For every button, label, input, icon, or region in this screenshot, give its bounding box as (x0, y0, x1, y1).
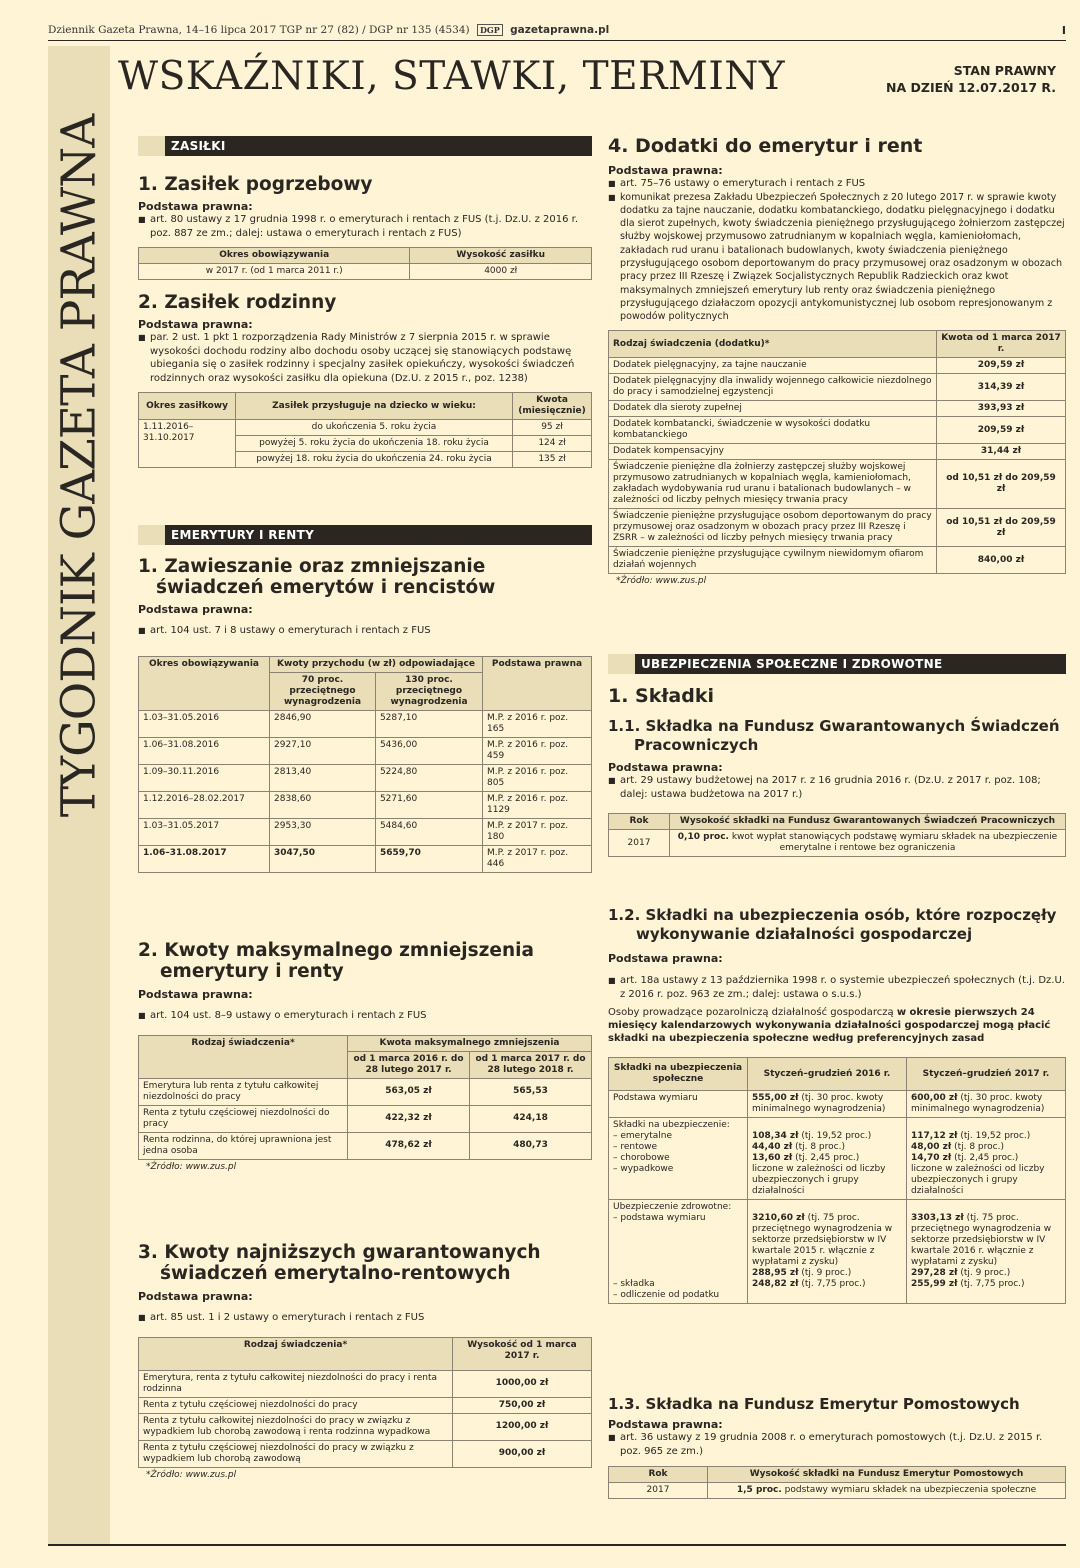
income-thresholds-table: Okres obowiązywania Kwoty przychodu (w zł) odpowiadające Podstawa prawna 70 proc. przeciętnego wynagrodzenia 130 proc. przeciętnego wynagrodzenia 1.03–31.05.2016 2846,90 5287,10 M.P. z 2016 r. poz. 165 1.06–31.08.2016 2927,10 5436,00 M.P. z 2016 r. poz. 459 1.09–30.11.2016 2813,40 5224,80 M.P. z 2016 r. poz. 805 1.12.2016–28.02.2017 2838,60 5271,60 M.P. z 2016 r. poz. 1129 1.03–31.05.2017 2953,30 5484,60 M.P. z 2017 r. poz. 180 1.06–31.08.2017 3047,50 5659,70 M.P. z 2017 r. poz. 446 (138, 656, 592, 873)
fep-table: Rok Wysokość składki na Fundusz Emerytur Pomostowych 2017 1,5 proc. podstawy wymiaru składek na ubezpieczenia społeczne (608, 1466, 1066, 1499)
heading: 4. Dodatki do emerytur i rent (608, 135, 923, 157)
supplements-table: Rodzaj świadczenia (dodatku)* Kwota od 1 marca 2017 r. Dodatek pielęgnacyjny, za tajne nauczanie 209,59 zł Dodatek pielęgnacyjny dla inwalidy wojennego całkowicie niezdolnego do pracy i samodzielnej egzystencji 314,39 zł Dodatek dla sieroty zupełnej 393,93 zł Dodatek kombatancki, świadczenie w wysokości dodatku kombatanckiego 209,59 zł Dodatek kompensacyjny 31,44 zł Świadczenie pieniężne dla żołnierzy zastępczej służby wojskowej przymusowo zatrudnianych w kopalniach węgla, kamieniołomach, zakładach wydobywania rud uranu i batalionach budowlanych – w zależności od liczby pełnych miesięcy trwania pracy od 10,51 zł do 209,59 zł Świadczenie pieniężne przysługujące osobom deportowanym do pracy przymusowej oraz osadzonym w obozach pracy przez III Rzeszę i ZSRR – w zależności od liczby pełnych miesięcy trwania pracy od 10,51 zł do 209,59 zł Świadczenie pieniężne przysługujące cywilnym niewidomym ofiarom działań wojennych 840,00 zł (608, 330, 1066, 574)
issue-info: Dziennik Gazeta Prawna, 14–16 lipca 2017 TGP nr 27 (82) / DGP nr 135 (4534) DGP gazetaprawna.pl (48, 24, 610, 36)
section-zasilki (138, 136, 592, 468)
fgsp-table: Rok Wysokość składki na Fundusz Gwarantowanych Świadczeń Pracowniczych 2017 0,10 proc. kwot wypłat stanowiących podstawę wymiaru składek na ubezpieczenie emerytalne i rentowe bez ograniczenia (608, 813, 1066, 857)
legal-basis: ■ par. 2 ust. 1 pkt 1 rozporządzenia Rady Ministrów z 7 sierpnia 2015 r. w sprawie wysokości dochodu rodziny albo dochodu osoby uczącej się stanowiących podstawę ubiegania się o zasiłek rodzinny i specjalny zasiłek opiekuńczy, wysokości świadczeń rodzinnych oraz wysokości zasiłku dla opiekuna (Dz.U. z 2015 r., poz. 1238) (138, 331, 592, 385)
section-header: EMERYTURY I RENTY (138, 525, 592, 545)
legal-basis: ■ komunikat prezesa Zakładu Ubezpieczeń Społecznych z 20 lutego 2017 r. w sprawie kwoty dodatku za tajne nauczanie, dodatku kombatanckiego, dodatku pielęgnacyjnego i dodatku dla sierot zupełnych, kwoty świadczenia pieniężnego przysługującego żołnierzom zastępczej służby wojskowej przymusowo zatrudnianym w kopalniach węgla, kamieniołomach, zakładach rud uranu i batalionach budowlanych, kwoty świadczenia pieniężnego przysługującego osobom deportowanym do pracy przymusowej oraz osadzonym w obozach pracy przez III Rzeszę i Związek Socjalistycznych Republik Radzieckich oraz kwot maksymalnych zmniejszeń emerytury lub renty oraz świadczenia pieniężnego przysługującego działaczom opozycji antykomunistycznej lub osobom represjonowanym z powodów politycznych (608, 191, 1066, 324)
section-max-reduction (138, 940, 592, 1172)
source-note: *Źródło: www.zus.pl (146, 1161, 237, 1172)
legal-basis-label: Podstawa prawna: (608, 761, 723, 774)
heading: 1. Zasiłek pogrzebowy (138, 174, 373, 195)
legal-basis-label: Podstawa prawna: (138, 603, 253, 616)
legal-basis: ■ art. 36 ustawy z 19 grudnia 2008 r. o emeryturach pomostowych (t.j. Dz.U. z 2015 r. poz. 965 ze zm.) (608, 1431, 1066, 1458)
legal-basis: ■ art. 104 ust. 8–9 ustawy o emeryturach i rentach z FUS (138, 1009, 592, 1023)
subheading: 1.1. Składka na Fundusz Gwarantowanych Świadczeń Pracowniczych (608, 717, 1060, 754)
sidebar-title: TYGODNIK GAZETA PRAWNA (51, 114, 107, 818)
subheading: 1.3. Składka na Fundusz Emerytur Pomostowych (608, 1395, 1020, 1413)
heading: 3. Kwoty najniższych gwarantowanych świadczeń emerytalno-rentowych (138, 1242, 541, 1284)
family-allowance-table: Okres zasiłkowy Zasiłek przysługuje na dziecko w wieku: Kwota (miesięcznie) 1.11.2016–31.10.2017 do ukończenia 5. roku życia 95 zł powyżej 5. roku życia do ukończenia 18. roku życia 124 zł powyżej 18. roku życia do ukończenia 24. roku życia 135 zł (138, 392, 592, 468)
heading: 2. Kwoty maksymalnego zmniejszenia emerytury i renty (138, 940, 534, 982)
page-number: I (1061, 24, 1066, 37)
legal-basis-label: Podstawa prawna: (138, 200, 253, 213)
preferential-contributions-table: Składki na ubezpieczenia społeczne Styczeń–grudzień 2016 r. Styczeń–grudzień 2017 r. Podstawa wymiaru 555,00 zł (tj. 30 proc. kwoty minimalnego wynagrodzenia) 600,00 zł (tj. 30 proc. kwoty minimalnego wynagrodzenia) Składki na ubezpieczenie: – emerytalne – rentowe – chorobowe – wypadkowe 108,34 zł (tj. 19,52 proc.) 44,40 zł (tj. 8 proc.) 13,60 zł (tj. 2,45 proc.) liczone w zależności od liczby ubezpieczonych i grupy działalności 117,12 zł (tj. 19,52 proc.) 48,00 zł (tj. 8 proc.) 14,70 zł (tj. 2,45 proc.) liczone w zależności od liczby ubezpieczonych i grupy działalności Ubezpieczenie zdrowotne: – podstawa wymiaru – składka – odliczenie od podatku 3210,60 zł (tj. 75 proc. przeciętnego wynagrodzenia w sektorze przedsiębiorstw w IV kwartale 2015 r. włącznie z wypłatami z zysku) 288,95 zł (tj. 9 proc.) 248,82 zł (tj. 7,75 proc.) 3303,13 zł (tj. 75 proc. przeciętnego wynagrodzenia w sektorze przedsiębiorstw w IV kwartale 2016 r. włącznie z wypłatami z zysku) 297,28 zł (tj. 9 proc.) 255,99 zł (tj. 7,75 proc.) (608, 1057, 1066, 1304)
legal-basis-label: Podstawa prawna: (608, 164, 723, 177)
heading: 2. Zasiłek rodzinny (138, 292, 337, 313)
page-title: WSKAŹNIKI, STAWKI, TERMINY (118, 54, 786, 99)
section-fep (608, 1395, 1066, 1499)
legal-basis: ■ art. 80 ustawy z 17 grudnia 1998 r. o emeryturach i rentach z FUS (t.j. Dz.U. z 2016 r. poz. 887 ze zm.; dalej: ustawa o emeryturach i rentach z FUS) (138, 213, 592, 240)
legal-basis-label: Podstawa prawna: (138, 988, 253, 1001)
section-ubezpieczenia (608, 654, 1066, 857)
section-min-benefits (138, 1242, 592, 1480)
legal-basis: ■ art. 29 ustawy budżetowej na 2017 r. z 16 grudnia 2016 r. (Dz.U. z 2017 r. poz. 108; dalej: ustawa budżetowa na 2017 r.) (608, 774, 1066, 801)
max-reduction-table: Rodzaj świadczenia* Kwota maksymalnego zmniejszenia od 1 marca 2016 r. do 28 lutego 2017 r. od 1 marca 2017 r. do 28 lutego 2018 r. Emerytura lub renta z tytułu całkowitej niezdolności do pracy 563,05 zł 565,53 Renta z tytułu częściowej niezdolności do pracy 422,32 zł 424,18 Renta rodzinna, do której uprawniona jest jedna osoba 478,62 zł 480,73 (138, 1035, 592, 1160)
legal-basis: ■ art. 18a ustawy z 13 października 1998 r. o systemie ubezpieczeń społecznych (t.j. Dz.U. z 2016 r. poz. 963 ze zm.; dalej: ustawa o s.u.s.) (608, 974, 1066, 1001)
legal-status-date: STAN PRAWNY NA DZIEŃ 12.07.2017 R. (886, 63, 1056, 95)
source-note: *Źródło: www.zus.pl (616, 576, 707, 587)
section-header: ZASIŁKI (138, 136, 592, 156)
legal-basis-label: Podstawa prawna: (608, 952, 723, 965)
section-preferential (608, 906, 1066, 1304)
section-dodatki (608, 136, 1066, 586)
dgp-logo: DGP (477, 24, 503, 36)
funeral-allowance-table: Okres obowiązywania Wysokość zasiłku w 2017 r. (od 1 marca 2011 r.) 4000 zł (138, 247, 592, 280)
section-emerytury (138, 525, 592, 873)
legal-basis: ■ art. 104 ust. 7 i 8 ustawy o emeryturach i rentach z FUS (138, 624, 592, 638)
legal-basis-label: Podstawa prawna: (608, 1418, 723, 1431)
min-benefits-table: Rodzaj świadczenia* Wysokość od 1 marca 2017 r. Emerytura, renta z tytułu całkowitej niezdolności do pracy i renta rodzinna 1000,00 zł Renta z tytułu częściowej niezdolności do pracy 750,00 zł Renta z tytułu całkowitej niezdolności do pracy w związku z wypadkiem lub chorobą zawodową i renta rodzinna wypadkowa 1200,00 zł Renta z tytułu częściowej niezdolności do pracy w związku z wypadkiem lub chorobą zawodową 900,00 zł (138, 1337, 592, 1468)
intro-text: Osoby prowadzące pozarolniczą działalność gospodarczą w okresie pierwszych 24 miesięcy kalendarzowych wykonywania działalności gospodarczej mogą płacić składki na ubezpieczenia społeczne według preferencyjnych zasad (608, 1007, 1051, 1044)
source-note: *Źródło: www.zus.pl (146, 1469, 237, 1480)
legal-basis: ■ art. 75–76 ustawy o emeryturach i rentach z FUS (608, 177, 1066, 191)
subheading: 1.2. Składki na ubezpieczenia osób, które rozpoczęły wykonywanie działalności gospodarczej (608, 906, 1057, 943)
legal-basis: ■ art. 85 ust. 1 i 2 ustawy o emeryturach i rentach z FUS (138, 1311, 592, 1325)
legal-basis-label: Podstawa prawna: (138, 318, 253, 331)
section-header: UBEZPIECZENIA SPOŁECZNE I ZDROWOTNE (608, 654, 1066, 674)
legal-basis-label: Podstawa prawna: (138, 1290, 253, 1303)
top-rule (48, 40, 1066, 41)
heading: 1. Składki (608, 685, 714, 707)
site-link[interactable]: gazetaprawna.pl (510, 24, 610, 36)
bottom-rule (48, 1544, 1066, 1546)
heading: 1. Zawieszanie oraz zmniejszanie świadczeń emerytów i rencistów (138, 556, 496, 598)
